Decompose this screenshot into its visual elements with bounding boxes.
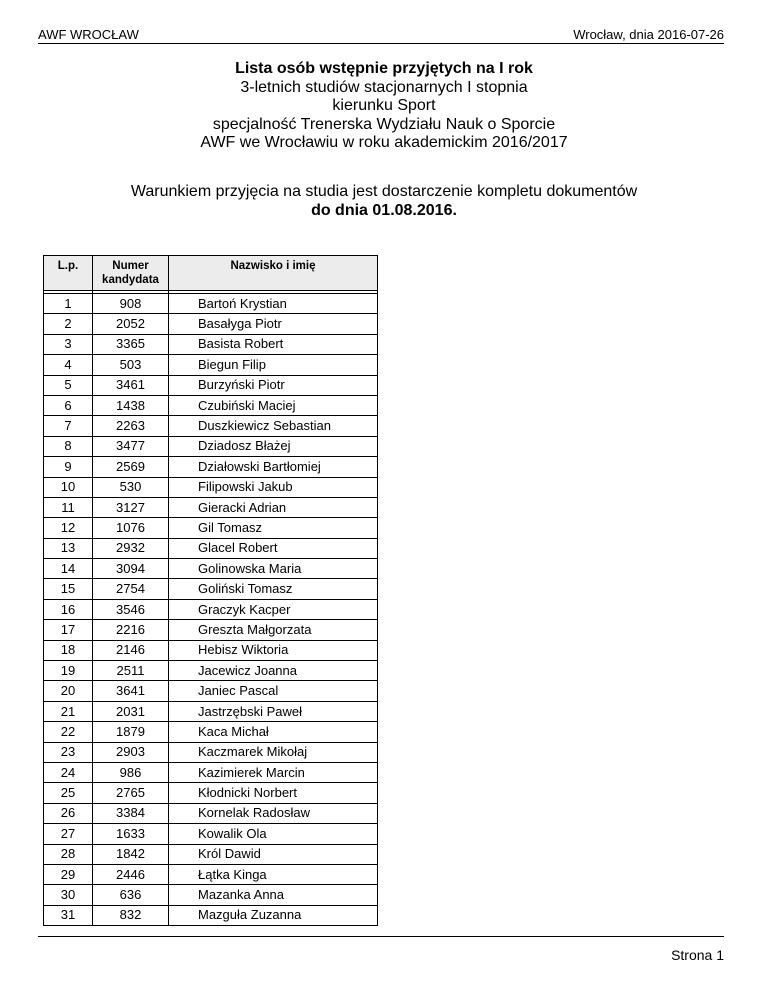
- cell-name: Basista Robert: [169, 334, 378, 354]
- table-row: [44, 885, 378, 905]
- cell-candidate-number: 2031: [93, 701, 169, 721]
- cell-lp: 24: [44, 762, 93, 782]
- cell-lp: 6: [44, 395, 93, 415]
- cell-candidate-number: 3641: [93, 681, 169, 701]
- cell-name: Burzyński Piotr: [169, 375, 378, 395]
- cell-candidate-number: 2754: [93, 579, 169, 599]
- cell-name: Janiec Pascal: [169, 681, 378, 701]
- cell-lp: 7: [44, 416, 93, 436]
- cell-name: Basałyga Piotr: [169, 314, 378, 334]
- institution-name: AWF WROCŁAW: [38, 27, 139, 42]
- table-row: [44, 620, 378, 640]
- table-row: [44, 355, 378, 375]
- cell-name: Mazguła Zuzanna: [169, 905, 378, 925]
- table-body: [44, 294, 378, 926]
- table-row: [44, 803, 378, 823]
- cell-name: Gieracki Adrian: [169, 497, 378, 517]
- cell-candidate-number: 1879: [93, 722, 169, 742]
- cell-lp: 31: [44, 905, 93, 925]
- cell-name: Czubiński Maciej: [169, 395, 378, 415]
- notice-deadline: do dnia 01.08.2016.: [311, 202, 457, 219]
- cell-lp: 23: [44, 742, 93, 762]
- table-row: [44, 334, 378, 354]
- table-row: [44, 722, 378, 742]
- cell-candidate-number: 3365: [93, 334, 169, 354]
- cell-candidate-number: 3094: [93, 559, 169, 579]
- table-row: [44, 457, 378, 477]
- table-row: [44, 538, 378, 558]
- table-row: [44, 599, 378, 619]
- title-line-4: specjalność Trenerska Wydziału Nauk o Sporcie: [212, 115, 556, 133]
- page-footer: [38, 936, 724, 977]
- table-row: [44, 661, 378, 681]
- header-number-line-1: Numer: [112, 260, 149, 272]
- admission-notice: [0, 182, 768, 220]
- cell-lp: 30: [44, 885, 93, 905]
- cell-candidate-number: 2052: [93, 314, 169, 334]
- cell-lp: 12: [44, 518, 93, 538]
- cell-name: Filipowski Jakub: [169, 477, 378, 497]
- cell-lp: 5: [44, 375, 93, 395]
- cell-candidate-number: 1076: [93, 518, 169, 538]
- table-row: [44, 416, 378, 436]
- table-row: [44, 518, 378, 538]
- table-row: [44, 742, 378, 762]
- table-row: [44, 497, 378, 517]
- cell-lp: 25: [44, 783, 93, 803]
- cell-lp: 13: [44, 538, 93, 558]
- cell-lp: 18: [44, 640, 93, 660]
- title-line-1: Lista osób wstępnie przyjętych na I rok: [235, 60, 533, 77]
- cell-lp: 26: [44, 803, 93, 823]
- cell-lp: 9: [44, 457, 93, 477]
- cell-name: Hebisz Wiktoria: [169, 640, 378, 660]
- table-row: [44, 294, 378, 314]
- table-row: [44, 559, 378, 579]
- cell-candidate-number: 2765: [93, 783, 169, 803]
- cell-lp: 29: [44, 864, 93, 884]
- cell-candidate-number: 2446: [93, 864, 169, 884]
- cell-lp: 19: [44, 661, 93, 681]
- cell-lp: 17: [44, 620, 93, 640]
- cell-lp: 10: [44, 477, 93, 497]
- table-row: [44, 783, 378, 803]
- table-row: [44, 314, 378, 334]
- table-header-row: [44, 256, 378, 291]
- table-row: [44, 864, 378, 884]
- cell-lp: 21: [44, 701, 93, 721]
- cell-candidate-number: 908: [93, 294, 169, 314]
- header-name: Nazwisko i imię: [169, 256, 378, 291]
- header-lp: L.p.: [44, 256, 93, 291]
- cell-candidate-number: 2263: [93, 416, 169, 436]
- cell-candidate-number: 2903: [93, 742, 169, 762]
- cell-name: Jastrzębski Paweł: [169, 701, 378, 721]
- cell-candidate-number: 832: [93, 905, 169, 925]
- table-row: [44, 375, 378, 395]
- cell-name: Golinowska Maria: [169, 559, 378, 579]
- cell-name: Kowalik Ola: [169, 824, 378, 844]
- table-row: [44, 824, 378, 844]
- cell-name: Glacel Robert: [169, 538, 378, 558]
- cell-lp: 27: [44, 824, 93, 844]
- cell-candidate-number: 2932: [93, 538, 169, 558]
- cell-candidate-number: 3127: [93, 497, 169, 517]
- cell-candidate-number: 1842: [93, 844, 169, 864]
- cell-lp: 22: [44, 722, 93, 742]
- cell-lp: 16: [44, 599, 93, 619]
- table-row: [44, 681, 378, 701]
- table-row: [44, 762, 378, 782]
- cell-name: Goliński Tomasz: [169, 579, 378, 599]
- cell-name: Kaca Michał: [169, 722, 378, 742]
- cell-candidate-number: 2216: [93, 620, 169, 640]
- cell-name: Łątka Kinga: [169, 864, 378, 884]
- cell-name: Mazanka Anna: [169, 885, 378, 905]
- cell-name: Biegun Filip: [169, 355, 378, 375]
- cell-lp: 8: [44, 436, 93, 456]
- cell-candidate-number: 3384: [93, 803, 169, 823]
- cell-name: Kornelak Radosław: [169, 803, 378, 823]
- cell-candidate-number: 3461: [93, 375, 169, 395]
- header-number: [93, 256, 169, 291]
- header-number-line-2: kandydata: [102, 274, 159, 286]
- table-row: [44, 905, 378, 925]
- document-title: [0, 60, 768, 153]
- table-row: [44, 395, 378, 415]
- title-line-3: kierunku Sport: [332, 97, 436, 114]
- cell-name: Król Dawid: [169, 844, 378, 864]
- cell-candidate-number: 2569: [93, 457, 169, 477]
- cell-name: Greszta Małgorzata: [169, 620, 378, 640]
- cell-name: Kaczmarek Mikołaj: [169, 742, 378, 762]
- cell-candidate-number: 530: [93, 477, 169, 497]
- table-row: [44, 579, 378, 599]
- cell-name: Jacewicz Joanna: [169, 661, 378, 681]
- notice-line-1: Warunkiem przyjęcia na studia jest dostarczenie kompletu dokumentów: [130, 183, 638, 200]
- cell-name: Gil Tomasz: [169, 518, 378, 538]
- cell-candidate-number: 1438: [93, 395, 169, 415]
- cell-name: Bartoń Krystian: [169, 294, 378, 314]
- table-row: [44, 436, 378, 456]
- cell-candidate-number: 3477: [93, 436, 169, 456]
- table-row: [44, 477, 378, 497]
- title-line-2: 3-letnich studiów stacjonarnych I stopnia: [240, 78, 528, 96]
- cell-lp: 20: [44, 681, 93, 701]
- cell-name: Kazimierek Marcin: [169, 762, 378, 782]
- cell-candidate-number: 636: [93, 885, 169, 905]
- cell-candidate-number: 986: [93, 762, 169, 782]
- cell-name: Kłodnicki Norbert: [169, 783, 378, 803]
- cell-lp: 1: [44, 294, 93, 314]
- document-date: Wrocław, dnia 2016-07-26: [573, 27, 724, 42]
- cell-lp: 14: [44, 559, 93, 579]
- cell-candidate-number: 2146: [93, 640, 169, 660]
- cell-lp: 11: [44, 497, 93, 517]
- cell-name: Działowski Bartłomiej: [169, 457, 378, 477]
- page-number: Strona 1: [671, 947, 724, 963]
- cell-name: Graczyk Kacper: [169, 599, 378, 619]
- cell-candidate-number: 3546: [93, 599, 169, 619]
- table-row: [44, 844, 378, 864]
- candidates-table: [43, 255, 378, 926]
- cell-lp: 2: [44, 314, 93, 334]
- cell-name: Duszkiewicz Sebastian: [169, 416, 378, 436]
- page-header: [38, 24, 724, 44]
- table-row: [44, 640, 378, 660]
- cell-lp: 15: [44, 579, 93, 599]
- cell-lp: 28: [44, 844, 93, 864]
- cell-candidate-number: 503: [93, 355, 169, 375]
- cell-candidate-number: 1633: [93, 824, 169, 844]
- cell-candidate-number: 2511: [93, 661, 169, 681]
- table-row: [44, 701, 378, 721]
- cell-lp: 4: [44, 355, 93, 375]
- title-line-5: AWF we Wrocławiu w roku akademickim 2016/2017: [200, 134, 568, 151]
- cell-lp: 3: [44, 334, 93, 354]
- cell-name: Dziadosz Błażej: [169, 436, 378, 456]
